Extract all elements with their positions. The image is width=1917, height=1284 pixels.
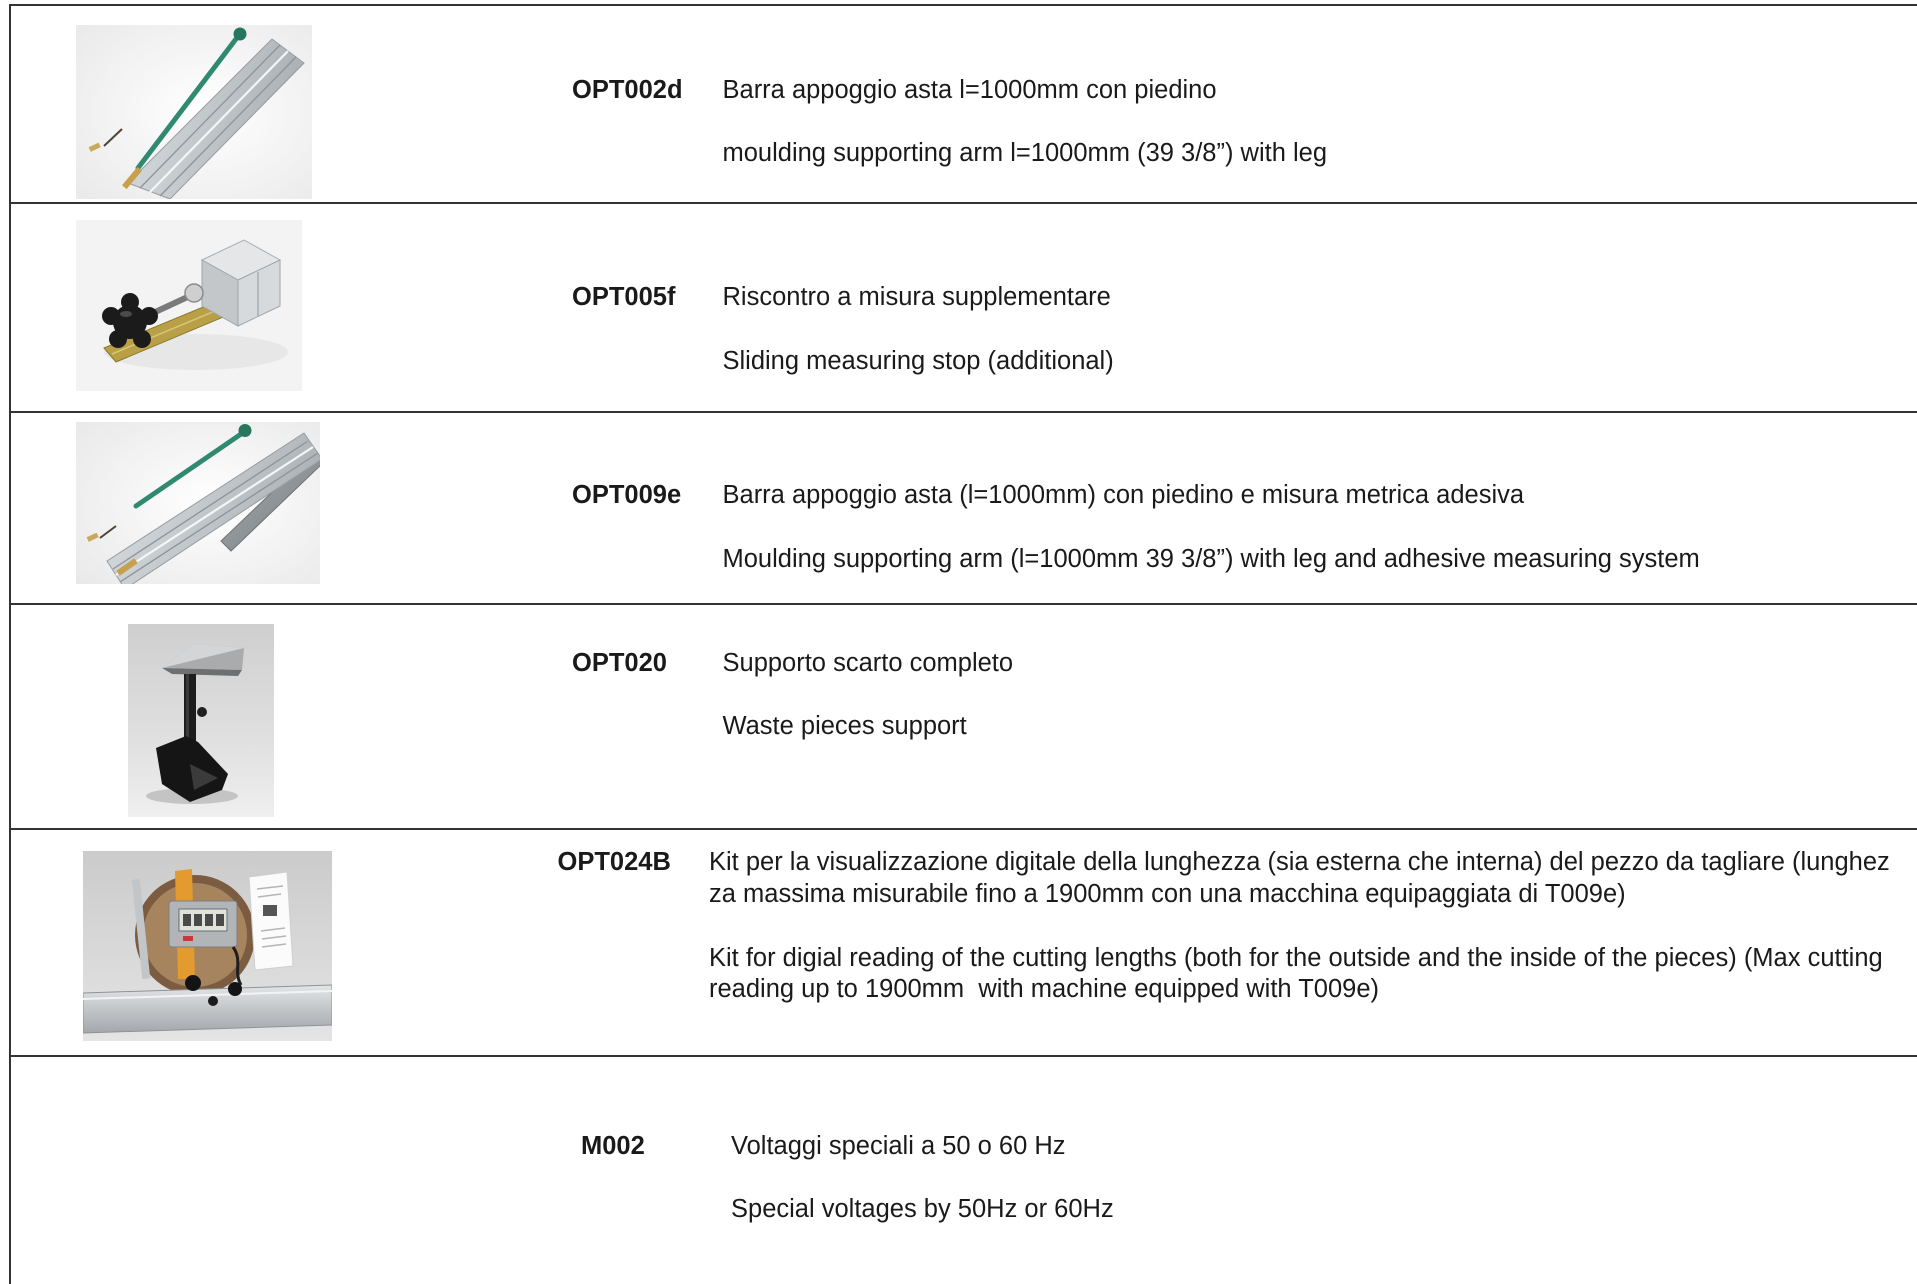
description-english	[723, 346, 1114, 378]
supporting-arm-with-scale-photo	[76, 422, 320, 584]
description-italian	[709, 847, 1890, 911]
option-code: OPT009e	[572, 481, 682, 510]
description-english	[723, 711, 1014, 743]
description-english	[709, 943, 1890, 1007]
description-italian	[723, 75, 1328, 107]
description-line: Kit for digial reading of the cutting lengths (both for the outside and the inside of the pieces) (Max cutting	[709, 943, 1883, 972]
option-row-opt002d	[9, 4, 1917, 202]
option-row-opt005f	[9, 202, 1917, 411]
description-italian	[731, 1131, 1114, 1163]
option-code: M002	[581, 1131, 645, 1160]
option-description	[723, 282, 1114, 409]
description-line: Special voltages by 50Hz or 60Hz	[731, 1195, 1114, 1224]
description-line: Voltaggi speciali a 50 o 60 Hz	[731, 1131, 1066, 1160]
option-code: OPT024B	[557, 848, 671, 877]
option-row-opt020	[9, 603, 1917, 828]
description-italian	[723, 480, 1700, 512]
option-row-opt009e	[9, 411, 1917, 603]
option-code: OPT005f	[572, 283, 676, 312]
description-line: Sliding measuring stop (additional)	[722, 346, 1114, 375]
option-description	[723, 648, 1014, 775]
option-code: OPT002d	[572, 75, 683, 104]
description-line: za massima misurabile fino a 1900mm con una macchina equipaggiata di T009e)	[709, 879, 1626, 908]
description-line: moulding supporting arm l=1000mm (39 3/8”) with leg	[722, 139, 1328, 168]
description-line: Barra appoggio asta (l=1000mm) con piedino e misura metrica adesiva	[722, 481, 1525, 510]
option-row-m002	[9, 1055, 1917, 1284]
digital-readout-kit-photo	[83, 851, 332, 1041]
description-line: Supporto scarto completo	[722, 648, 1014, 677]
waste-support-photo	[128, 624, 274, 817]
description-italian	[723, 282, 1114, 314]
description-line: Riscontro a misura supplementare	[722, 283, 1111, 312]
description-italian	[723, 648, 1014, 680]
supporting-arm-photo	[76, 25, 312, 199]
description-line: Waste pieces support	[722, 712, 967, 741]
description-line: Moulding supporting arm (l=1000mm 39 3/8”) with leg and adhesive measuring system	[722, 544, 1700, 573]
description-line: Barra appoggio asta l=1000mm con piedino	[722, 75, 1217, 104]
option-description	[731, 1131, 1114, 1258]
option-row-opt024b	[9, 828, 1917, 1055]
description-english	[723, 138, 1328, 170]
option-code: OPT020	[572, 648, 667, 677]
description-english	[731, 1194, 1114, 1226]
description-line: Kit per la visualizzazione digitale della lunghezza (sia esterna che interna) del pezzo da tagliare (lunghez	[709, 848, 1890, 877]
option-description	[723, 75, 1328, 202]
description-english	[723, 544, 1700, 576]
description-line: reading up to 1900mm with machine equipped with T009e)	[709, 975, 1380, 1004]
option-description	[723, 480, 1700, 607]
measuring-stop-photo	[76, 220, 302, 391]
option-description	[709, 847, 1890, 1038]
